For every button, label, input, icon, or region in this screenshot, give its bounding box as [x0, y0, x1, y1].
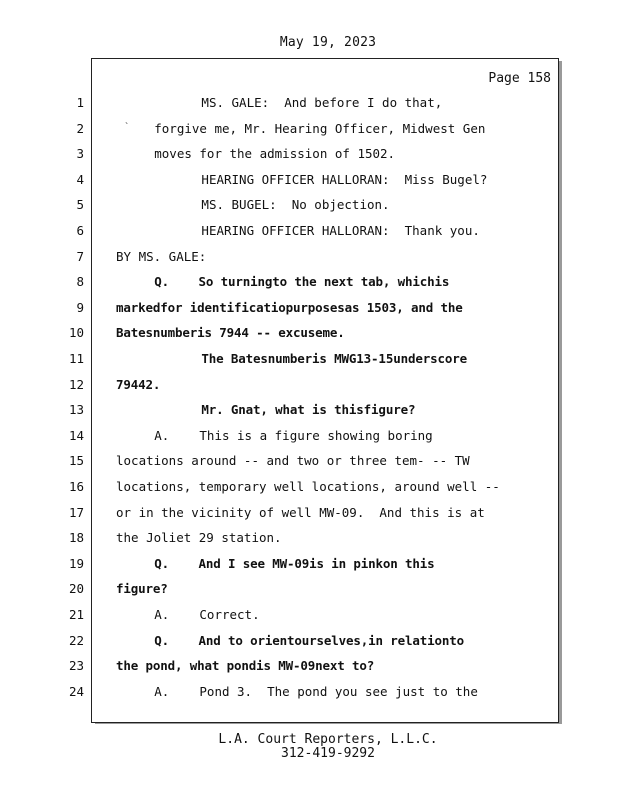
transcript-date: May 19, 2023 — [279, 35, 377, 50]
line-number: 17 — [68, 504, 84, 520]
line-number: 19 — [68, 555, 84, 571]
line-number: 24 — [68, 683, 84, 699]
transcript-line-text: MS. GALE: And before I do that, — [201, 95, 443, 110]
transcript-line-text: the Joliet 29 station. — [116, 530, 282, 546]
line-number: 13 — [68, 402, 84, 418]
transcript-line-text: moves for the admission of 1502. — [154, 146, 396, 162]
transcript-line-text: Q. And to orientourselves,in relationto — [154, 632, 465, 648]
line-number: 9 — [76, 299, 84, 315]
transcript-line-text: MS. BUGEL: No objection. — [201, 197, 390, 213]
line-number: 3 — [76, 146, 84, 162]
transcript-line-text: BY MS. GALE: — [116, 248, 207, 264]
transcript-line-text: forgive me, Mr. Hearing Officer, Midwest Gen — [154, 120, 486, 136]
transcript-line-text: A. Correct. — [154, 607, 260, 622]
line-number: 14 — [68, 427, 84, 443]
footer-company: L.A. Court Reporters, L.L.C. — [218, 732, 438, 747]
transcript-line-text: markedfor identificatiopurposesas 1503, and the — [116, 299, 463, 315]
stray-mark: ` — [124, 122, 131, 133]
line-number: 21 — [68, 607, 84, 622]
transcript-line-text: A. Pond 3. The pond you see just to the — [154, 683, 478, 699]
transcript-line-text: A. This is a figure showing boring — [154, 427, 433, 443]
line-number: 15 — [68, 453, 84, 469]
transcript-line-text: Mr. Gnat, what is thisfigure? — [201, 402, 416, 418]
line-number: 4 — [76, 171, 84, 187]
page-number-label: Page 158 — [488, 71, 551, 86]
line-number: 18 — [68, 530, 84, 546]
line-number: 16 — [68, 479, 84, 494]
transcript-line-text: 79442. — [116, 376, 161, 392]
line-number: 2 — [76, 120, 84, 136]
line-number: 1 — [76, 95, 84, 110]
transcript-line-text: HEARING OFFICER HALLORAN: Thank you. — [201, 223, 480, 238]
transcript-line-text: Q. And I see MW-09is in pinkon this — [154, 555, 435, 571]
transcript-line-text: or in the vicinity of well MW-09. And this is at — [116, 504, 485, 520]
line-number: 22 — [68, 632, 84, 648]
transcript-line-text: the pond, what pondis MW-09next to? — [116, 658, 375, 674]
transcript-line-text: HEARING OFFICER HALLORAN: Miss Bugel? — [201, 171, 488, 187]
transcript-line-text: figure? — [116, 581, 168, 597]
transcript-line-text: Q. So turningto the next tab, whichis — [154, 274, 450, 290]
line-number: 11 — [68, 351, 84, 366]
line-number: 12 — [68, 376, 84, 392]
line-number: 20 — [68, 581, 84, 597]
line-number: 7 — [76, 248, 84, 264]
transcript-line-text: locations around -- and two or three tem- -- TW — [116, 453, 470, 469]
line-number: 10 — [68, 325, 84, 341]
line-number: 5 — [76, 197, 84, 213]
line-number: 23 — [68, 658, 84, 674]
transcript-line-text: The Batesnumberis MWG13-15underscore — [201, 351, 467, 366]
transcript-line-text: Batesnumberis 7944 -- excuseme. — [116, 325, 345, 341]
footer-phone: 312-419-9292 — [281, 746, 375, 761]
line-number: 6 — [76, 223, 84, 238]
line-number: 8 — [76, 274, 84, 290]
transcript-line-text: locations, temporary well locations, around well -- — [116, 479, 500, 494]
